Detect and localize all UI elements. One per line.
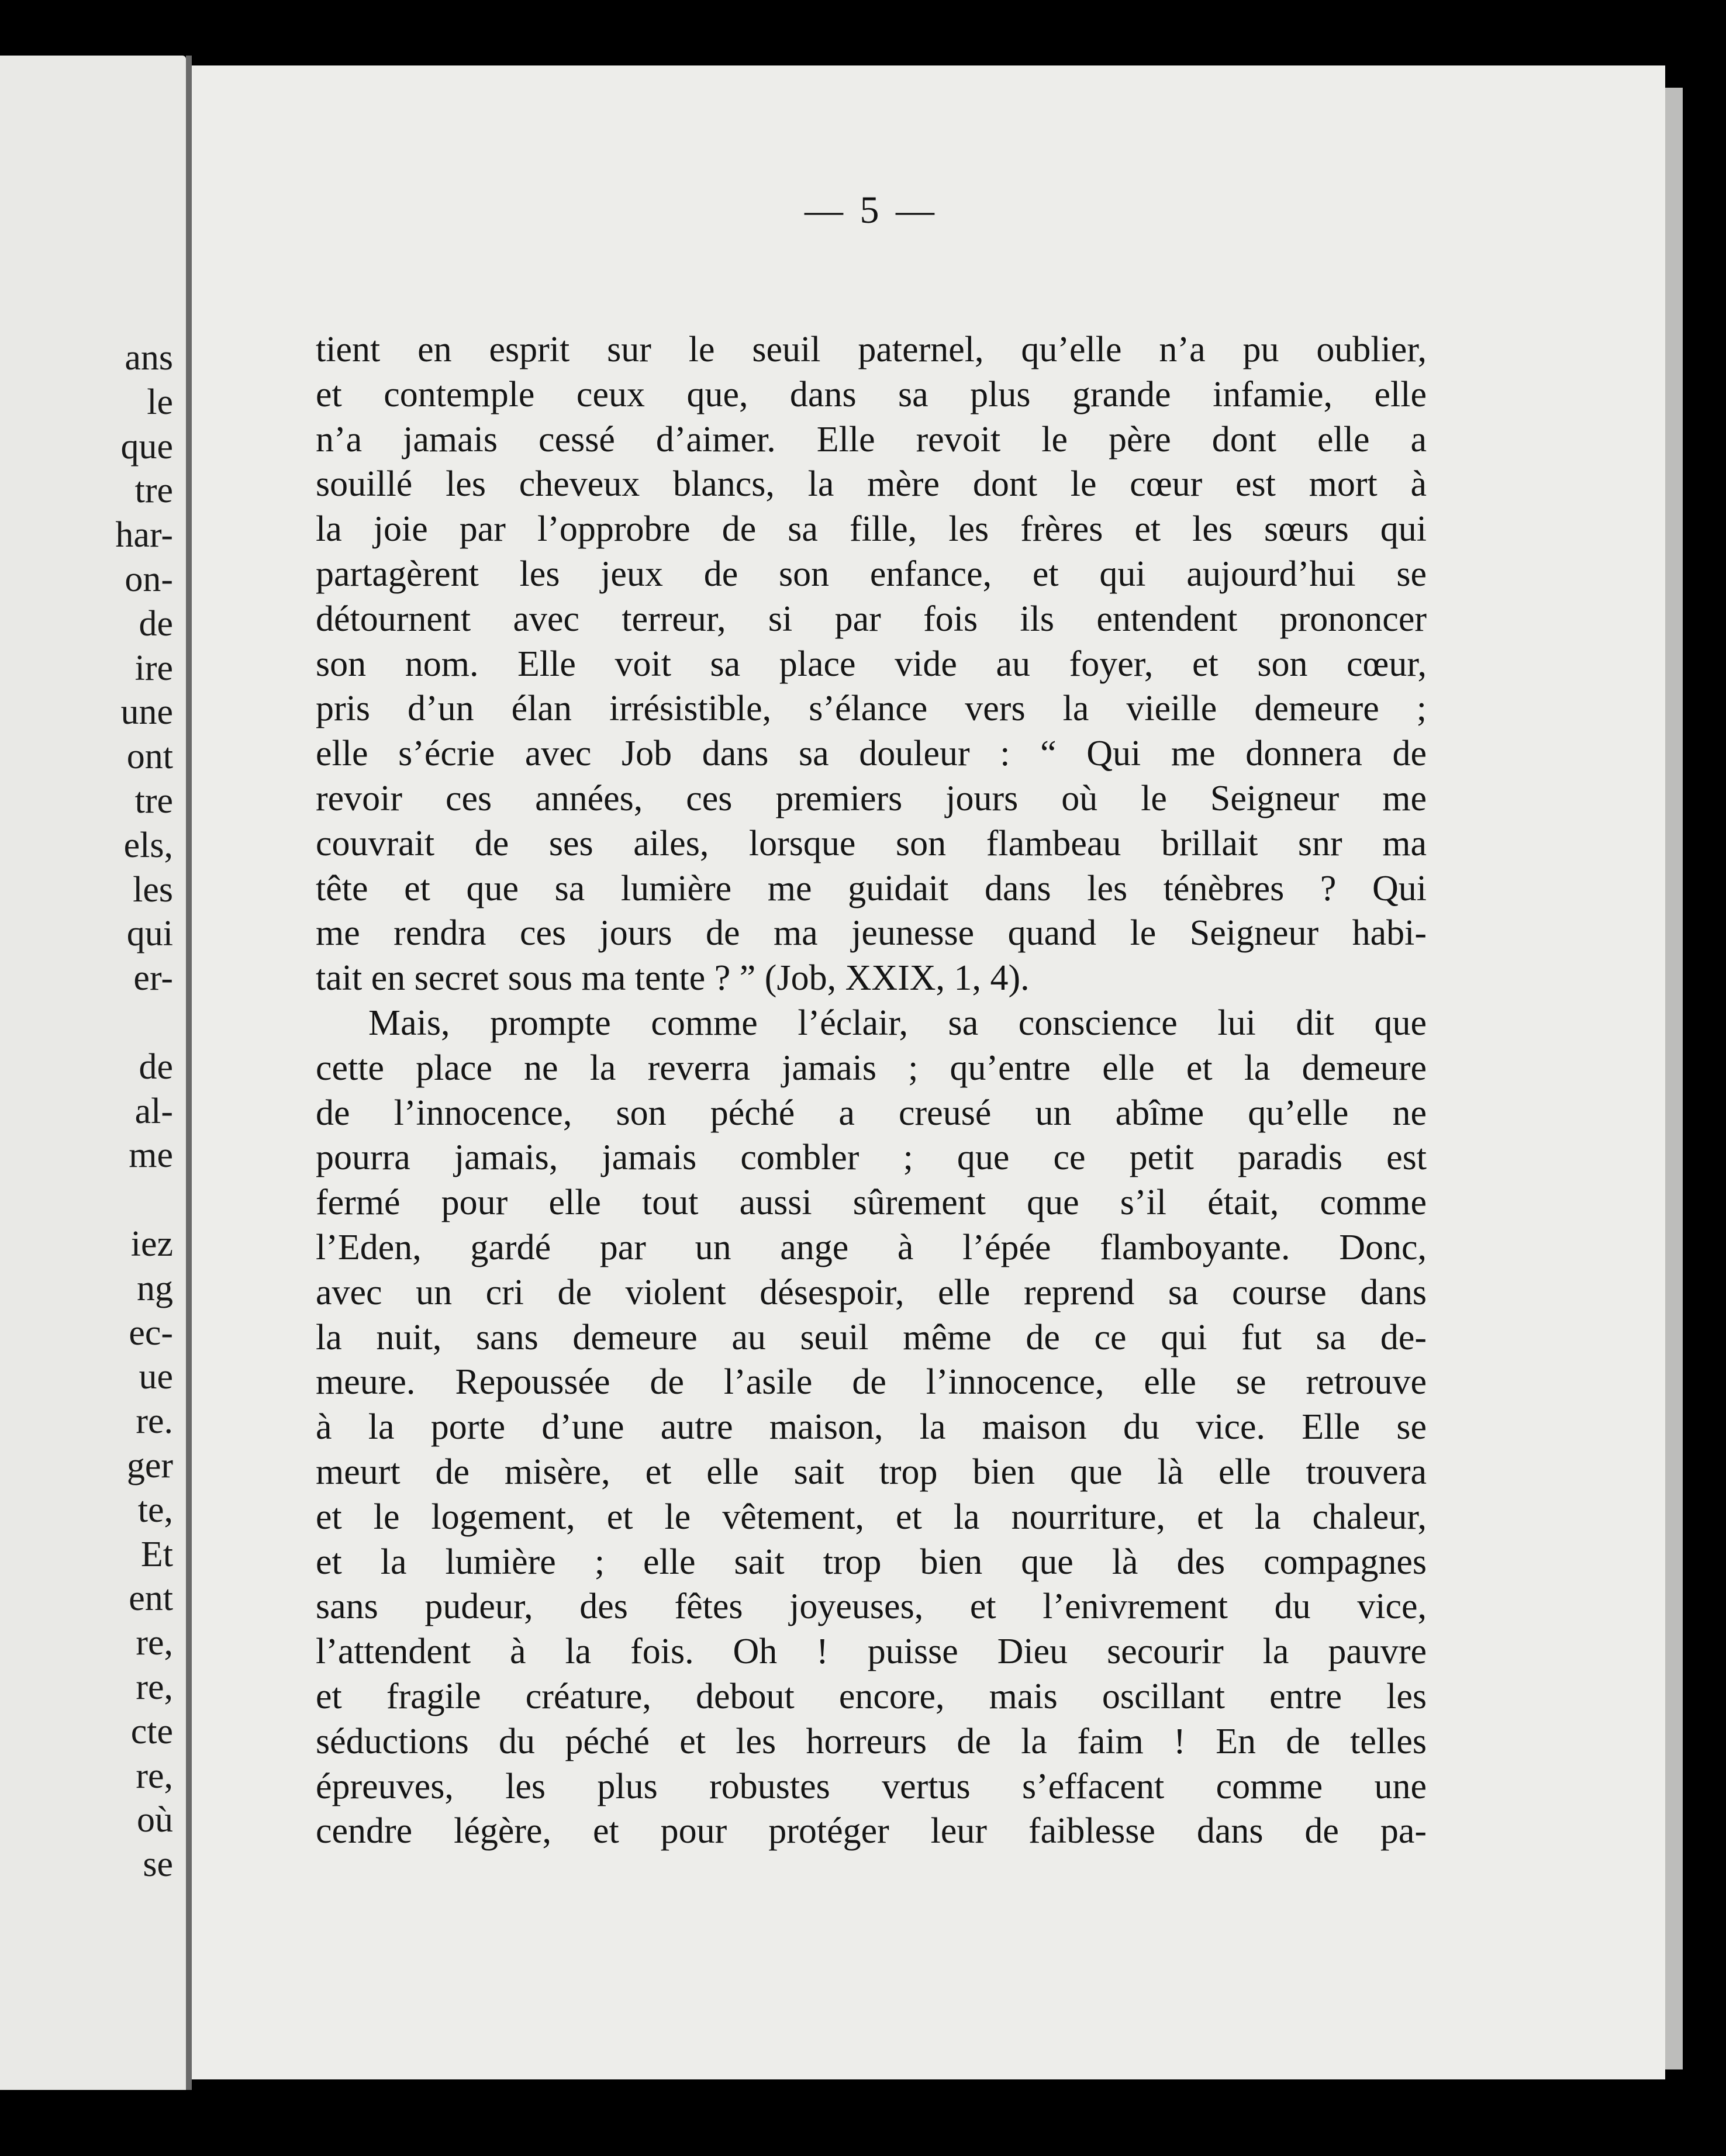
fragment-line: ent [129,1578,173,1619]
text-line: meurt de misère, et elle sait trop bien que là elle trouvera [316,1452,1427,1492]
text-line: pourra jamais, jamais combler ; que ce petit paradis est [316,1138,1427,1178]
fragment-line: ger [126,1445,173,1485]
fragment-line: har- [115,515,173,555]
fragment-line: le [147,382,173,422]
text-line: sans pudeur, des fêtes joyeuses, et l’enivrement du vice, [316,1587,1427,1627]
text-line: pris d’un élan irrésistible, s’élance vers la vieille demeure ; [316,689,1427,729]
fragment-line: de [139,603,173,644]
fragment-line: tre [134,471,173,511]
text-line: couvrait de ses ailes, lorsque son flambeau brillait snr ma [316,823,1427,863]
text-line: me rendra ces jours de ma jeunesse quand le Seigneur habi- [316,913,1427,953]
text-line: son nom. Elle voit sa place vide au foyer, et son cœur, [316,644,1427,684]
previous-page-fragment [0,56,186,2090]
text-line: cette place ne la reverra jamais ; qu’entre elle et la demeure [316,1048,1427,1088]
paragraph-1 [316,327,1427,1001]
text-line: souillé les cheveux blancs, la mère dont le cœur est mort à [316,464,1427,505]
text-line: avec un cri de violent désespoir, elle reprend sa course dans [316,1272,1427,1312]
fragment-line: ire [134,648,173,688]
paragraph-2 [316,1001,1427,1854]
fragment-line: cte [130,1711,173,1751]
text-line: revoir ces années, ces premiers jours où le Seigneur me [316,778,1427,818]
fragment-line: où [137,1800,173,1840]
fragment-line [44,1001,173,1045]
text-line: de l’innocence, son péché a creusé un abîme qu’elle ne [316,1093,1427,1133]
fragment-line: une [120,692,173,733]
fragment-line: re, [136,1623,173,1663]
fragment-line: al- [134,1091,173,1131]
text-line: Mais, prompte comme l’éclair, sa conscience lui dit que [368,1003,1427,1043]
text-line: elle s’écrie avec Job dans sa douleur : “ Qui me donnera de [316,734,1427,774]
text-line: partagèrent les jeux de son enfance, et qui aujourd’hui se [316,554,1427,594]
fragment-line: re, [136,1667,173,1707]
text-line: n’a jamais cessé d’aimer. Elle revoit le père dont elle a [316,419,1427,459]
fragment-line: er- [133,958,173,998]
fragment-line: me [129,1135,173,1176]
fragment-line: que [120,426,173,467]
fragment-line: re, [136,1756,173,1796]
fragment-line: ue [139,1357,173,1397]
text-line: à la porte d’une autre maison, la maison du vice. Elle se [316,1407,1427,1447]
fragment-line: on- [125,559,173,599]
text-line: l’Eden, gardé par un ange à l’épée flamboyante. Donc, [316,1227,1427,1267]
text-line: et la lumière ; elle sait trop bien que là des compagnes [316,1542,1427,1582]
page-number: — 5 — [805,189,938,232]
text-line: et contemple ceux que, dans sa plus grande infamie, elle [316,374,1427,414]
fragment-line: se [143,1844,173,1885]
text-line: la nuit, sans demeure au seuil même de ce qui fut sa de- [316,1317,1427,1357]
fragment-line: re. [136,1401,173,1442]
fragment-line: qui [126,914,173,954]
text-line: détournent avec terreur, si par fois ils entendent prononcer [316,599,1427,639]
text-line: tait en secret sous ma tente ? ” (Job, XXIX, 1, 4). [316,958,1030,998]
page-edge [1665,88,1683,2069]
fragment-line: de [139,1046,173,1087]
text-line: épreuves, les plus robustes vertus s’effacent comme une [316,1766,1427,1806]
fragment-line [44,1178,173,1222]
previous-page-line-endings [44,336,173,1887]
text-line: séductions du péché et les horreurs de la faim ! En de telles [316,1721,1427,1761]
text-line: tient en esprit sur le seuil paternel, qu’elle n’a pu oublier, [316,330,1427,369]
body-text [316,327,1427,1854]
fragment-line: te, [137,1490,173,1530]
text-line: cendre légère, et pour protéger leur faiblesse dans de pa- [316,1811,1427,1851]
fragment-line: ec- [129,1312,173,1353]
fragment-line: ng [137,1268,173,1308]
text-line: fermé pour elle tout aussi sûrement que s’il était, comme [316,1183,1427,1223]
text-line: et fragile créature, debout encore, mais oscillant entre les [316,1676,1427,1716]
book-gutter [186,56,192,2090]
fragment-line: iez [130,1224,173,1264]
fragment-line: ont [126,737,173,777]
text-line: la joie par l’opprobre de sa fille, les frères et les sœurs qui [316,509,1427,550]
fragment-line: Et [140,1534,173,1574]
fragment-line: els, [123,825,173,865]
text-line: tête et que sa lumière me guidait dans les ténèbres ? Qui [316,868,1427,908]
fragment-line: les [133,869,173,910]
fragment-line: ans [125,338,173,378]
text-line: meure. Repoussée de l’asile de l’innocence, elle se retrouve [316,1362,1427,1402]
text-line: et le logement, et le vêtement, et la nourriture, et la chaleur, [316,1497,1427,1537]
fragment-line: tre [134,780,173,821]
text-line: l’attendent à la fois. Oh ! puisse Dieu secourir la pauvre [316,1632,1427,1672]
